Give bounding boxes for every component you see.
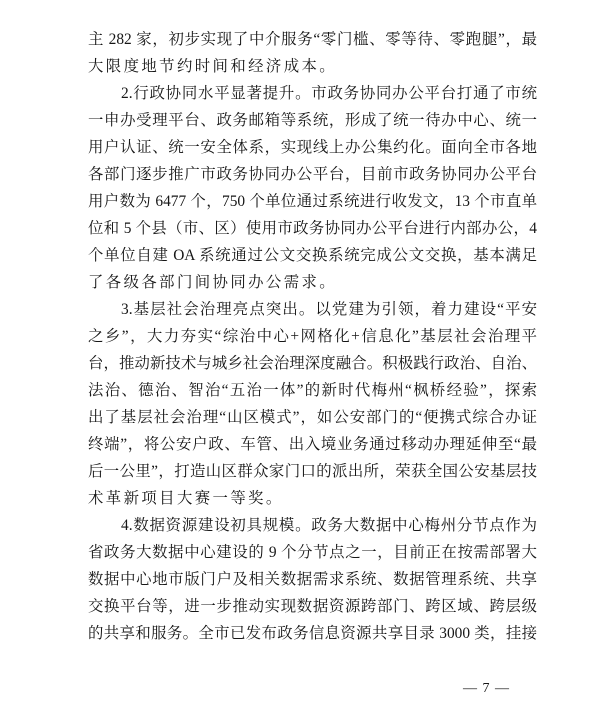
text-line: 后一公里”，打造山区群众家门口的派出所，荣获全国公安基层技 [88, 463, 537, 480]
text-line: 了各级各部门间协同办公需求。 [88, 274, 338, 291]
text-line: 3.基层社会治理亮点突出。以党建为引领，着力建设“平安 [121, 301, 537, 318]
text-line: 位和 5 个县（市、区）使用市政务协同办公平台进行内部办公，4 [88, 220, 537, 237]
text-line: 个单位自建 OA 系统通过公文交换系统完成公文交换，基本满足 [88, 247, 537, 264]
text-line: 主 282 家，初步实现了中介服务“零门槛、零等待、零跑腿”，最 [88, 31, 537, 48]
text-line: 数据中心地市版门户及相关数据需求系统、数据管理系统、共享 [88, 571, 537, 588]
text-line: 终端”，将公安户政、车管、出入境业务通过移动办理延伸至“最 [88, 436, 537, 453]
text-line: 用户认证、统一安全体系，实现线上办公集约化。面向全市各地 [88, 139, 537, 156]
text-line: 之乡”，大力夯实“综治中心+网格化+信息化”基层社会治理平 [88, 328, 537, 345]
text-line: 2.行政协同水平显著提升。市政务协同办公平台打通了市统 [121, 85, 537, 102]
text-line: 省政务大数据中心建设的 9 个分节点之一，目前正在按需部署大 [88, 544, 537, 561]
text-line: 用户数为 6477 个，750 个单位通过系统进行收发文，13 个市直单 [88, 193, 537, 210]
text-line: 一申办受理平台、政务邮箱等系统，形成了统一待办中心、统一 [88, 112, 537, 129]
text-line: 的共享和服务。全市已发布政务信息资源共享目录 3000 类，挂接 [88, 625, 537, 642]
text-line: 术革新项目大赛一等奖。 [88, 490, 284, 507]
text-line: 台，推动新技术与城乡社会治理深度融合。积极践行政治、自治、 [88, 355, 537, 372]
text-line: 大限度地节约时间和经济成本。 [88, 58, 338, 75]
document-body [88, 26, 537, 647]
text-line: 出了基层社会治理“山区模式”，如公安部门的“便携式综合办证 [88, 409, 537, 426]
text-line: 4.数据资源建设初具规模。政务大数据中心梅州分节点作为 [121, 517, 537, 534]
text-line: 交换平台等，进一步推动实现数据资源跨部门、跨区域、跨层级 [88, 598, 537, 615]
page-number: — 7 — [463, 681, 510, 696]
text-line: 法治、德治、智治“五治一体”的新时代梅州“枫桥经验”，探索 [88, 382, 537, 399]
text-line: 各部门逐步推广市政务协同办公平台，目前市政务协同办公平台 [88, 166, 537, 183]
